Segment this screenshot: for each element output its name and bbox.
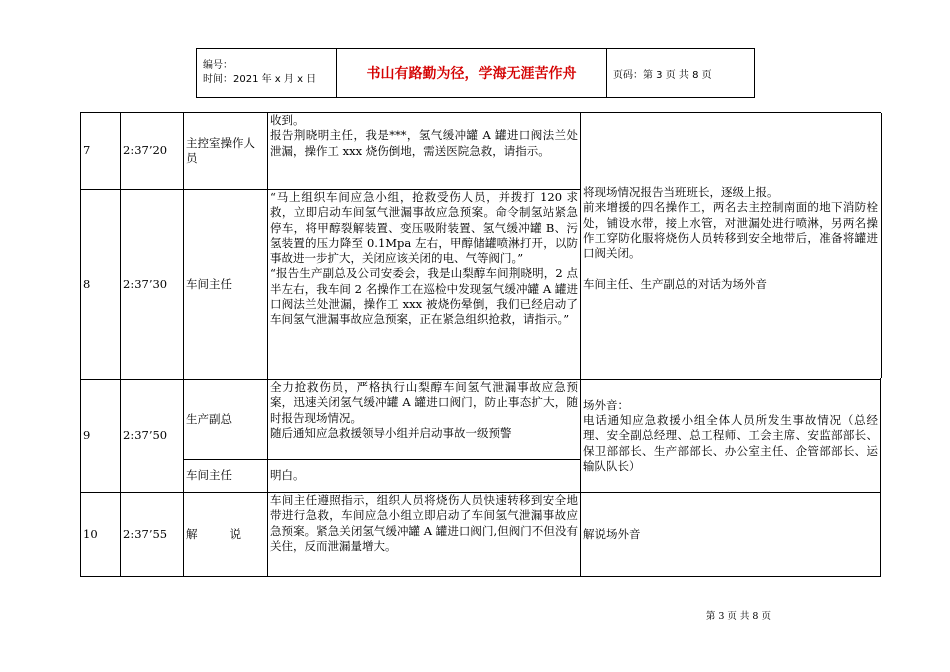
step-number: 8: [81, 190, 121, 380]
step-number: 10: [81, 493, 121, 577]
step-dialogue: [268, 460, 581, 493]
step-dialogue: [268, 493, 581, 577]
dialogue-text: 车间主任遵照指示，组织人员将烧伤人员快速转移到安全地带进行急救，车间应急小组立即启动了车间氢气泄漏事故应急预案。紧急关闭氢气缓冲罐 A 罐进口阀门,但阀门不但没有关住，反而泄漏量增大。: [270, 493, 578, 553]
table-row: [81, 380, 881, 460]
step-dialogue: [268, 380, 581, 460]
note-text: 车间主任、生产副总的对话为场外音: [583, 276, 767, 291]
step-role: 车间主任: [184, 190, 268, 380]
dialogue-text: “报告生产副总及公司安委会，我是山梨醇车间荆晓明，2 点半左右，我车间 2 名操作工在巡检中发现氢气缓冲罐 A 罐进口阀法兰处泄漏，操作工 xxx 被烧伤晕倒，我们已经启动了车间氢气泄漏事故应急预案，正在紧急组织抢救，请指示。”: [270, 266, 578, 327]
step-time: 2:37’30: [121, 190, 184, 380]
note-text: 场外音： 电话通知应急救援小组全体人员所发生事故情况（总经理、安全副总经理、总工程师、工会主席、安监部部长、保卫部部长、生产部部长、办公室主任、企管部部长、运输队队长）: [583, 397, 878, 473]
header-number: 编号：: [203, 60, 233, 71]
dialogue-text: 收到。 报告荆晓明主任，我是***，氢气缓冲罐 A 罐进口阀法兰处泄漏，操作工 xxx 烧伤倒地，需送医院急救，请指示。: [270, 113, 578, 158]
header-page: 页码：第 3 页 共 8 页: [607, 49, 755, 98]
step-role: 解说: [184, 493, 268, 577]
step-note: [581, 380, 881, 493]
step-dialogue: [268, 190, 581, 380]
dialogue-text: “马上组织车间应急小组，抢救受伤人员，并拨打 120 求救，立即启动车间氢气泄漏事故应急预案。命令制氢站紧急停车，将甲醇裂解装置、变压吸附装置、氢气缓冲罐 B、污氢装置的压力降至 0.1Mpa 左右，甲醇储罐喷淋打开，以防事故进一步扩大，关闭应该关闭的电、气等阀门。”: [270, 190, 578, 266]
dialogue-text: 明白。: [270, 468, 305, 483]
step-role: 生产副总: [184, 380, 268, 460]
header-time: 时间：2021 年 x 月 x 日: [203, 74, 317, 85]
shared-note: [580, 113, 882, 378]
step-role: 车间主任: [184, 460, 268, 493]
dialogue-text: 全力抢救伤员，严格执行山梨醇车间氢气泄漏事故应急预案，迅速关闭氢气缓冲罐 A 罐进口阀门，防止事态扩大，随时报告现场情况。 随后通知应急救援领导小组并启动事故一级预警: [270, 380, 578, 440]
page-footer: 第 3 页 共 8 页: [705, 611, 771, 622]
step-time: 2:37’20: [121, 113, 184, 190]
step-time: 2:37’50: [121, 380, 184, 493]
table-row: [81, 493, 881, 577]
step-note: 解说场外音: [581, 493, 881, 577]
header-motto: 书山有路勤为径，学海无涯苦作舟: [337, 49, 607, 98]
step-number: 9: [81, 380, 121, 493]
step-role: 主控室操作人员: [184, 113, 268, 190]
step-number: 7: [81, 113, 121, 190]
document-header: [196, 48, 755, 98]
step-dialogue: [268, 113, 581, 190]
step-time: 2:37’55: [121, 493, 184, 577]
header-info: [197, 49, 337, 98]
note-text: 将现场情况报告当班班长，逐级上报。 前来增援的四名操作工，两名去主控制南面的地下消防栓处，铺设水带，接上水管，对泄漏处进行喷淋，另两名操作工穿防化服将烧伤人员转移到安全地带后，准备将罐进口阀关闭。: [583, 185, 878, 261]
